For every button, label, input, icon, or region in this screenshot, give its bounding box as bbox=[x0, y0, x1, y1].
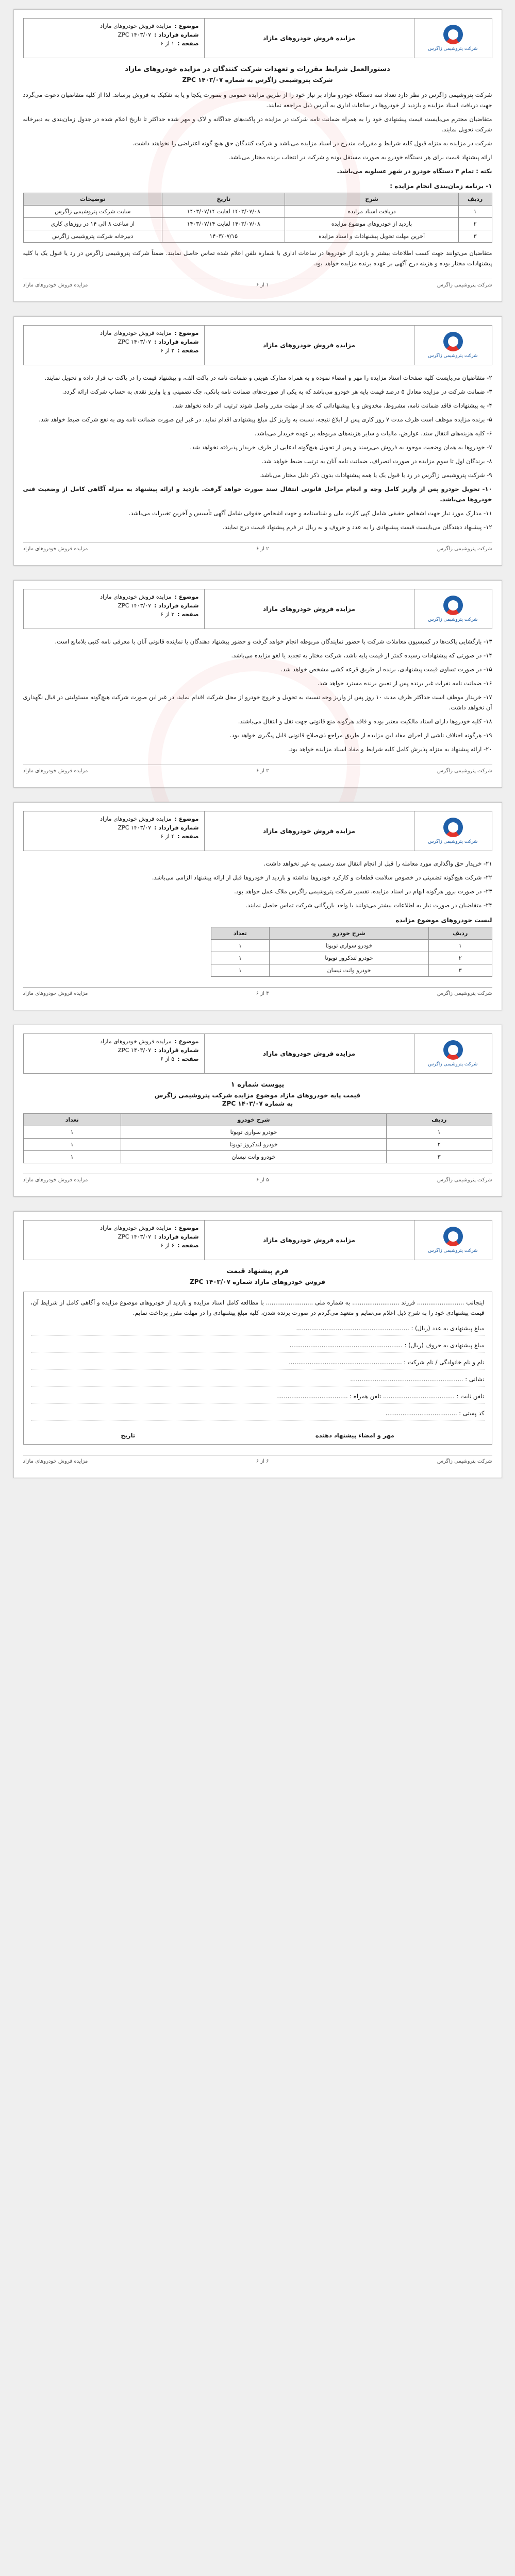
vehicle-list-heading: لیست خودروهای موضوع مزایده bbox=[395, 917, 492, 924]
header-meta bbox=[24, 1221, 205, 1260]
paragraph: ۱۶- ضمانت نامه نفرات غیر برنده پس از تعیین برنده مسترد خواهد شد. bbox=[317, 680, 492, 687]
page-label: صفحه : bbox=[177, 1242, 199, 1249]
subject-value: مزایده فروش خودروهای مازاد bbox=[100, 330, 172, 336]
table-header: ردیف bbox=[428, 927, 492, 940]
paragraph: ۱۴- در صورتی که پیشنهادات رسیده کمتر از قیمت پایه باشد، شرکت مختار به تجدید یا لغو مزایده می‌باشد. bbox=[231, 652, 492, 659]
footer-left: مزایده فروش خودروهای مازاد bbox=[23, 282, 88, 288]
page-label: صفحه : bbox=[177, 1056, 199, 1062]
paragraph: شرکت پتروشیمی زاگرس در نظر دارد تعداد سه دستگاه خودرو مازاد بر نیاز خود را از طریق مزایده عمومی و بصورت یکجا و یا به تفکیک به فروش برساند. لذا از کلیه متقاضیان دعوت می‌گردد جهت دریافت اسناد مزایده و بازدید از خودروها در ساعات اداری به آدرس ذیل مراجعه نمایند. bbox=[23, 91, 492, 109]
table-cell: ۱ bbox=[23, 1126, 121, 1139]
appendix-subtitle: قیمت پایه خودروهای مازاد موضوع مزایده شرکت پتروشیمی زاگرس bbox=[154, 1092, 361, 1099]
table-header: تاریخ bbox=[162, 193, 285, 206]
logo-icon bbox=[443, 1040, 463, 1060]
subject-label: موضوع : bbox=[174, 1225, 199, 1231]
signature-row bbox=[31, 1432, 485, 1439]
page-label: صفحه : bbox=[177, 611, 199, 618]
paragraph: متقاضیان می‌توانند جهت کسب اطلاعات بیشتر و بازدید از خودروها در ساعات اداری با شماره تلفن اعلام شده تماس حاصل نمایند. ضمناً شرکت پتروشیمی زاگرس در رد یا قبول یک یا کلیه پیشنهادات مختار بوده و هزینه درج آگهی بر عهده برنده مزایده خواهد بود. bbox=[23, 249, 492, 267]
paragraph: ۲۰- ارائه پیشنهاد به منزله پذیرش کامل کلیه شرایط و مفاد اسناد مزایده خواهد بود. bbox=[288, 745, 492, 753]
paragraph: ۱۳- بازگشایی پاکت‌ها در کمیسیون معاملات شرکت با حضور نمایندگان مربوطه انجام خواهد گرفت و حضور پیشنهاد دهندگان یا نماینده قانونی آنان با معرفی نامه کتبی بلامانع است. bbox=[55, 638, 492, 645]
number-value: ZPC ۱۴۰۳/۰۷ bbox=[118, 1047, 152, 1054]
paragraph: ۶- کلیه هزینه‌های انتقال سند، عوارض، مالیات و سایر هزینه‌های مربوطه بر عهده خریدار می‌باشد. bbox=[254, 430, 492, 437]
table-cell: ۳ bbox=[428, 964, 492, 977]
header-title: مزایده فروش خودروهای مازاد bbox=[205, 811, 414, 851]
paragraph: ۲۱- خریدار حق واگذاری مورد معامله را قبل از انجام انتقال سند رسمی به غیر نخواهد داشت. bbox=[263, 860, 492, 867]
table-cell: ۳ bbox=[458, 230, 492, 243]
header-title: مزایده فروش خودروهای مازاد bbox=[205, 1034, 414, 1073]
table-cell: ۱ bbox=[23, 1151, 121, 1163]
paragraph: ۹- شرکت پتروشیمی زاگرس در رد یا قبول یک یا همه پیشنهادات بدون ذکر دلیل مختار می‌باشد. bbox=[259, 471, 492, 479]
logo-text: شرکت پتروشیمی زاگرس bbox=[428, 839, 478, 844]
document-page-1 bbox=[13, 9, 502, 302]
page-number: ۴ از ۶ bbox=[160, 833, 175, 840]
table-cell: خودرو لندکروز تویوتا bbox=[270, 952, 429, 964]
footer-page: ۵ از ۶ bbox=[256, 1177, 269, 1183]
footer-right: شرکت پتروشیمی زاگرس bbox=[437, 991, 492, 996]
table-cell: ۱ bbox=[428, 940, 492, 952]
paragraph: ۱۵- در صورت تساوی قیمت پیشنهادی، برنده از طریق قرعه کشی مشخص خواهد شد. bbox=[280, 666, 492, 673]
paragraph: ۷- خودروها به همان وضعیت موجود به فروش می‌رسند و پس از تحویل هیچ‌گونه ادعایی از طرف خریدار پذیرفته نخواهد شد. bbox=[190, 444, 492, 451]
paragraph: ۱۱- مدارک مورد نیاز جهت اشخاص حقیقی شامل کپی کارت ملی و شناسنامه و جهت اشخاص حقوقی شامل آگهی تأسیس و آخرین تغییرات می‌باشد. bbox=[128, 510, 492, 517]
form-field-amount-number[interactable]: مبلغ پیشنهادی به عدد (ریال) : ............................................................ bbox=[31, 1321, 485, 1335]
vehicle-list-table bbox=[211, 927, 492, 977]
bid-form bbox=[23, 1292, 492, 1445]
footer-page: ۶ از ۶ bbox=[256, 1459, 269, 1464]
paragraph: ۱۲- پیشنهاد دهندگان می‌بایست قیمت پیشنهادی را به عدد و حروف و به ریال در فرم پیشنهاد قیمت درج نمایند. bbox=[222, 523, 492, 531]
date-label: تاریخ bbox=[121, 1432, 136, 1439]
table-cell: دریافت اسناد مزایده bbox=[285, 206, 458, 218]
page-header bbox=[23, 1220, 492, 1260]
page-footer bbox=[23, 1174, 492, 1183]
table-cell: خودرو سواری تویوتا bbox=[270, 940, 429, 952]
table-cell: دبیرخانه شرکت پتروشیمی زاگرس bbox=[23, 230, 162, 243]
table-cell: ۱۴۰۳/۰۷/۱۵ bbox=[162, 230, 285, 243]
table-cell: ۱۴۰۳/۰۷/۰۸ لغایت ۱۴۰۳/۰۷/۱۴ bbox=[162, 218, 285, 230]
number-value: ZPC ۱۴۰۳/۰۷ bbox=[118, 602, 152, 609]
logo-icon bbox=[443, 1227, 463, 1246]
page-header bbox=[23, 325, 492, 365]
table-header: ردیف bbox=[386, 1114, 492, 1126]
subject-label: موضوع : bbox=[174, 1038, 199, 1045]
table-row bbox=[23, 1139, 492, 1151]
header-meta bbox=[24, 19, 205, 58]
table-cell: ۲ bbox=[428, 952, 492, 964]
header-meta bbox=[24, 811, 205, 851]
paragraph: شرکت در مزایده به منزله قبول کلیه شرایط و مقررات مندرج در اسناد مزایده می‌باشد و شرکت کنندگان حق هیچ گونه اعتراضی را نخواهند داشت. bbox=[132, 140, 492, 147]
paragraph: ۱۷- خریدار موظف است حداکثر ظرف مدت ۱۰ روز پس از واریز وجه نسبت به تحویل و خروج خودرو از محل شرکت اقدام نماید، در غیر این صورت شرکت هیچ‌گونه مسئولیتی در قبال نگهداری آن نخواهد داشت. bbox=[23, 693, 492, 711]
subject-value: مزایده فروش خودروهای مازاد bbox=[100, 23, 172, 29]
header-title: مزایده فروش خودروهای مازاد bbox=[205, 1221, 414, 1260]
appendix-subtitle-2: به شماره ZPC ۱۴۰۳/۰۷ bbox=[222, 1100, 293, 1107]
document-page-4 bbox=[13, 802, 502, 1010]
subject-label: موضوع : bbox=[174, 23, 199, 29]
table-row bbox=[211, 940, 492, 952]
table-cell: ۱ bbox=[458, 206, 492, 218]
page-header bbox=[23, 1033, 492, 1074]
form-field-name[interactable]: نام و نام خانوادگی / نام شرکت : ............................................................ bbox=[31, 1355, 485, 1369]
table-header: تعداد bbox=[23, 1114, 121, 1126]
page-number: ۳ از ۶ bbox=[160, 611, 175, 618]
header-title: مزایده فروش خودروهای مازاد bbox=[205, 589, 414, 629]
table-row bbox=[23, 1151, 492, 1163]
table-row bbox=[23, 218, 492, 230]
table-cell: ۱ bbox=[211, 952, 270, 964]
logo-icon bbox=[443, 25, 463, 44]
footer-left: مزایده فروش خودروهای مازاد bbox=[23, 1177, 88, 1183]
paragraph: ۳- ضمانت شرکت در مزایده معادل ۵ درصد قیمت پایه هر خودرو می‌باشد که به یکی از صورت‌های ضمانت نامه بانکی، چک تضمینی و یا واریز نقدی به حساب شرکت ارائه گردد. bbox=[62, 388, 492, 395]
footer-right: شرکت پتروشیمی زاگرس bbox=[437, 282, 492, 288]
logo-text: شرکت پتروشیمی زاگرس bbox=[428, 617, 478, 622]
table-row bbox=[23, 1126, 492, 1139]
document-title: دستورالعمل شرایط مقررات و تعهدات شرکت کنندگان در مزایده خودروهای مازاد bbox=[125, 65, 390, 73]
table-cell: ۱ bbox=[23, 1139, 121, 1151]
page-footer bbox=[23, 765, 492, 774]
paragraph: ۱۸- کلیه خودروها دارای اسناد مالکیت معتبر بوده و فاقد هرگونه منع قانونی جهت نقل و انتقال می‌باشند. bbox=[238, 718, 492, 725]
footer-page: ۱ از ۶ bbox=[256, 282, 269, 288]
table-cell: سایت شرکت پتروشیمی زاگرس bbox=[23, 206, 162, 218]
document-page-6 bbox=[13, 1211, 502, 1478]
form-intro: اینجانب ......................... فرزند ......................... به شماره ملی ......................... با مطالعه کامل اسناد مزایده و بازدید از خودروهای موضوع مزایده و آگاهی کامل از شرایط آن، قیمت پیشنهادی خود را به شرح ذیل اعلام می‌نمایم و متعهد می‌گردم در صورت برنده شدن، کلیه مبلغ پیشنهادی را در مهلت مقرر پرداخت نمایم. bbox=[30, 1299, 485, 1316]
company-logo bbox=[414, 1034, 492, 1073]
logo-text: شرکت پتروشیمی زاگرس bbox=[428, 1248, 478, 1253]
footer-left: مزایده فروش خودروهای مازاد bbox=[23, 768, 88, 774]
paragraph: ۴- به پیشنهادات فاقد ضمانت نامه، مشروط، مخدوش و یا پیشنهاداتی که بعد از مهلت مقرر واصل شوند ترتیب اثر داده نخواهد شد. bbox=[173, 402, 492, 409]
table-header: ردیف bbox=[458, 193, 492, 206]
table-header: شرح خودرو bbox=[121, 1114, 387, 1126]
table-cell: خودرو وانت نیسان bbox=[270, 964, 429, 977]
table-row bbox=[23, 206, 492, 218]
logo-text: شرکت پتروشیمی زاگرس bbox=[428, 353, 478, 359]
appendix-title: پیوست شماره ۱ bbox=[230, 1081, 285, 1089]
schedule-heading: ۱- برنامه زمان‌بندی انجام مزایده : bbox=[390, 182, 492, 190]
table-cell: ۱۴۰۳/۰۷/۰۸ لغایت ۱۴۰۳/۰۷/۱۴ bbox=[162, 206, 285, 218]
page-footer bbox=[23, 279, 492, 288]
paragraph: متقاضیان محترم می‌بایست قیمت پیشنهادی خود را به همراه ضمانت نامه شرکت در مزایده در پاکت‌های جداگانه و لاک و مهر شده حداکثر تا تاریخ اعلام شده در جدول زمان‌بندی به دبیرخانه شرکت تحویل نمایند. bbox=[23, 115, 492, 133]
table-row bbox=[211, 952, 492, 964]
subject-value: مزایده فروش خودروهای مازاد bbox=[100, 1038, 172, 1045]
header-meta bbox=[24, 589, 205, 629]
header-meta bbox=[24, 326, 205, 365]
table-cell: ۱ bbox=[211, 940, 270, 952]
paragraph: ۲۳- در صورت بروز هرگونه ابهام در اسناد مزایده، تفسیر شرکت پتروشیمی زاگرس ملاک عمل خواهد بود. bbox=[234, 888, 492, 895]
footer-left: مزایده فروش خودروهای مازاد bbox=[23, 546, 88, 552]
table-cell: ۳ bbox=[386, 1151, 492, 1163]
logo-text: شرکت پتروشیمی زاگرس bbox=[428, 1062, 478, 1067]
number-label: شماره قرارداد : bbox=[154, 1233, 199, 1240]
form-subtitle: فروش خودروهای مازاد شماره ZPC ۱۴۰۳/۰۷ bbox=[190, 1278, 325, 1285]
footer-right: شرکت پتروشیمی زاگرس bbox=[437, 768, 492, 774]
paragraph: ۸- برندگان اول تا سوم مزایده در صورت انصراف، ضمانت نامه آنان به ترتیب ضبط خواهد شد. bbox=[261, 457, 492, 465]
logo-text: شرکت پتروشیمی زاگرس bbox=[428, 46, 478, 52]
footer-page: ۴ از ۶ bbox=[256, 991, 269, 996]
form-field-phone[interactable]: تلفن ثابت : ...................................... تلفن همراه : ...................................... bbox=[31, 1389, 485, 1403]
table-cell: خودرو لندکروز تویوتا bbox=[121, 1139, 387, 1151]
table-header: شرح خودرو bbox=[270, 927, 429, 940]
paragraph: ۲۲- شرکت هیچ‌گونه تضمینی در خصوص سلامت قطعات و کارکرد خودروها نداشته و بازدید از خودروها قبل از ارائه پیشنهاد الزامی می‌باشد. bbox=[152, 874, 492, 881]
company-logo bbox=[414, 589, 492, 629]
page-footer bbox=[23, 543, 492, 552]
document-page-5 bbox=[13, 1025, 502, 1197]
company-logo bbox=[414, 326, 492, 365]
signature-label: مهر و امضاء پیشنهاد دهنده bbox=[315, 1432, 394, 1439]
table-row bbox=[211, 964, 492, 977]
company-logo bbox=[414, 1221, 492, 1260]
company-logo bbox=[414, 811, 492, 851]
page-label: صفحه : bbox=[177, 833, 199, 840]
page-number: ۱ از ۶ bbox=[160, 40, 175, 47]
table-cell: ۲ bbox=[458, 218, 492, 230]
note: نکته : تمام ۳ دستگاه خودرو در شهر عسلویه می‌باشد. bbox=[337, 167, 492, 175]
table-cell: از ساعت ۸ الی ۱۴ در روزهای کاری bbox=[23, 218, 162, 230]
table-header: توضیحات bbox=[23, 193, 162, 206]
base-price-table bbox=[23, 1113, 492, 1163]
page-number: ۶ از ۶ bbox=[160, 1242, 175, 1249]
number-value: ZPC ۱۴۰۳/۰۷ bbox=[118, 824, 152, 831]
schedule-table bbox=[23, 193, 492, 243]
number-label: شماره قرارداد : bbox=[154, 1047, 199, 1054]
number-value: ZPC ۱۴۰۳/۰۷ bbox=[118, 1233, 152, 1240]
page-number: ۵ از ۶ bbox=[160, 1056, 175, 1062]
paragraph: ۱۹- هرگونه اختلاف ناشی از اجرای مفاد این مزایده از طریق مراجع ذی‌صلاح قانونی قابل پیگیری خواهد بود. bbox=[229, 732, 492, 739]
number-label: شماره قرارداد : bbox=[154, 338, 199, 345]
page-header bbox=[23, 589, 492, 629]
table-cell: بازدید از خودروهای موضوع مزایده bbox=[285, 218, 458, 230]
table-header: شرح bbox=[285, 193, 458, 206]
table-cell: خودرو وانت نیسان bbox=[121, 1151, 387, 1163]
subject-label: موضوع : bbox=[174, 594, 199, 600]
page-label: صفحه : bbox=[177, 40, 199, 47]
number-value: ZPC ۱۴۰۳/۰۷ bbox=[118, 31, 152, 38]
number-label: شماره قرارداد : bbox=[154, 824, 199, 831]
form-field-amount-words[interactable]: مبلغ پیشنهادی به حروف (ریال) : ............................................................ bbox=[31, 1338, 485, 1352]
subject-value: مزایده فروش خودروهای مازاد bbox=[100, 816, 172, 822]
logo-icon bbox=[443, 332, 463, 351]
paragraph: ۲۴- متقاضیان در صورت نیاز به اطلاعات بیشتر می‌توانند با واحد بازرگانی شرکت تماس حاصل نمایند. bbox=[245, 902, 492, 909]
table-cell: ۱ bbox=[386, 1126, 492, 1139]
table-cell: ۱ bbox=[211, 964, 270, 977]
company-logo bbox=[414, 19, 492, 58]
footer-right: شرکت پتروشیمی زاگرس bbox=[437, 1459, 492, 1464]
subject-value: مزایده فروش خودروهای مازاد bbox=[100, 1225, 172, 1231]
table-cell: ۲ bbox=[386, 1139, 492, 1151]
form-field-address[interactable]: نشانی : ............................................................ bbox=[31, 1372, 485, 1386]
footer-page: ۳ از ۶ bbox=[256, 768, 269, 774]
document-page-3 bbox=[13, 580, 502, 788]
page-number: ۲ از ۶ bbox=[160, 347, 175, 354]
header-title: مزایده فروش خودروهای مازاد bbox=[205, 19, 414, 58]
footer-right: شرکت پتروشیمی زاگرس bbox=[437, 546, 492, 552]
page-header bbox=[23, 18, 492, 58]
form-field-postal-code[interactable]: کد پستی : ...................................... bbox=[31, 1406, 485, 1420]
table-cell: آخرین مهلت تحویل پیشنهادات و اسناد مزایده bbox=[285, 230, 458, 243]
footer-left: مزایده فروش خودروهای مازاد bbox=[23, 1459, 88, 1464]
page-label: صفحه : bbox=[177, 347, 199, 354]
paragraph: ارائه پیشنهاد قیمت برای هر دستگاه خودرو به صورت مستقل بوده و شرکت در انتخاب برنده مختار می‌باشد. bbox=[228, 154, 492, 161]
number-label: شماره قرارداد : bbox=[154, 31, 199, 38]
document-page-2 bbox=[13, 316, 502, 566]
form-title: فرم پیشنهاد قیمت bbox=[226, 1267, 289, 1275]
header-meta bbox=[24, 1034, 205, 1073]
number-label: شماره قرارداد : bbox=[154, 602, 199, 609]
number-value: ZPC ۱۴۰۳/۰۷ bbox=[118, 338, 152, 345]
table-cell: خودرو سواری تویوتا bbox=[121, 1126, 387, 1139]
subject-value: مزایده فروش خودروهای مازاد bbox=[100, 594, 172, 600]
table-row bbox=[23, 230, 492, 243]
paragraph: ۲- متقاضیان می‌بایست کلیه صفحات اسناد مزایده را مهر و امضاء نموده و به همراه مدارک هویتی و ضمانت نامه در پاکت الف، و پیشنهاد قیمت را در پاکت ب قرار داده و تحویل نمایند. bbox=[44, 374, 492, 381]
footer-right: شرکت پتروشیمی زاگرس bbox=[437, 1177, 492, 1183]
footer-left: مزایده فروش خودروهای مازاد bbox=[23, 991, 88, 996]
subject-label: موضوع : bbox=[174, 330, 199, 336]
document-subtitle: شرکت پتروشیمی زاگرس به شماره ZPC ۱۴۰۳/۰۷ bbox=[182, 76, 333, 83]
header-title: مزایده فروش خودروهای مازاد bbox=[205, 326, 414, 365]
page-footer bbox=[23, 1455, 492, 1464]
logo-icon bbox=[443, 596, 463, 615]
logo-icon bbox=[443, 818, 463, 837]
subject-label: موضوع : bbox=[174, 816, 199, 822]
bold-paragraph: ۱۰- تحویل خودرو پس از واریز کامل وجه و انجام مراحل قانونی انتقال سند صورت خواهد گرفت. بازدید و ارائه پیشنهاد به منزله آگاهی کامل از وضعیت فنی خودروها می‌باشد. bbox=[23, 485, 492, 503]
page-footer bbox=[23, 987, 492, 996]
table-header: تعداد bbox=[211, 927, 270, 940]
page-header bbox=[23, 811, 492, 851]
paragraph: ۵- برنده مزایده موظف است ظرف مدت ۷ روز کاری پس از ابلاغ نتیجه، نسبت به واریز کل مبلغ پیشنهادی اقدام نماید. در غیر این صورت ضمانت نامه وی به نفع شرکت ضبط خواهد شد. bbox=[39, 416, 492, 423]
footer-page: ۲ از ۶ bbox=[256, 546, 269, 552]
